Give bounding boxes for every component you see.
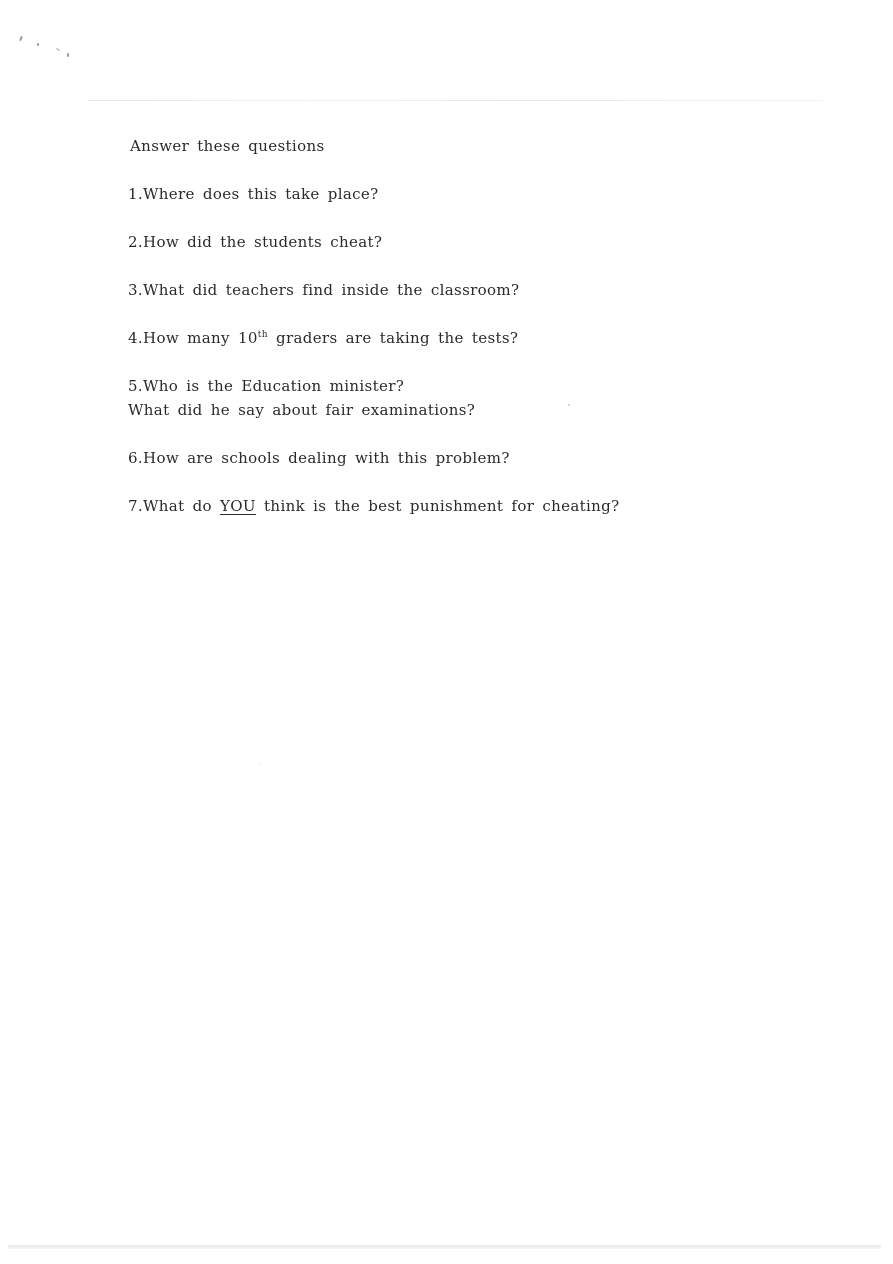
question-5-line-2: What did he say about fair examinations? <box>128 401 476 419</box>
question-4-text-end: graders are taking the tests? <box>267 329 519 347</box>
top-scan-rule <box>88 100 823 101</box>
question-6: 6.How are schools dealing with this problem? <box>128 449 510 467</box>
worksheet-heading: Answer these questions <box>130 137 325 155</box>
question-3: 3.What did teachers find inside the classroom? <box>128 281 520 299</box>
question-5-line-1: 5.Who is the Education minister? <box>128 377 405 395</box>
question-7-text: 7.What do <box>128 497 221 515</box>
question-1: 1.Where does this take place? <box>128 185 379 203</box>
question-7-text-end: think is the best punishment for cheating? <box>255 497 620 515</box>
scan-artifact-marks <box>18 34 78 64</box>
bottom-scan-rule <box>8 1245 881 1249</box>
question-4 <box>128 326 688 350</box>
question-4-text: 4.How many 10 <box>128 329 258 347</box>
scan-speck <box>259 764 260 765</box>
question-2: 2.How did the students cheat? <box>128 233 383 251</box>
worksheet <box>128 134 688 542</box>
emphasis-underlined: YOU <box>220 497 256 515</box>
question-7 <box>128 494 688 518</box>
ordinal-suffix: th <box>257 330 268 340</box>
question-5 <box>128 374 688 422</box>
